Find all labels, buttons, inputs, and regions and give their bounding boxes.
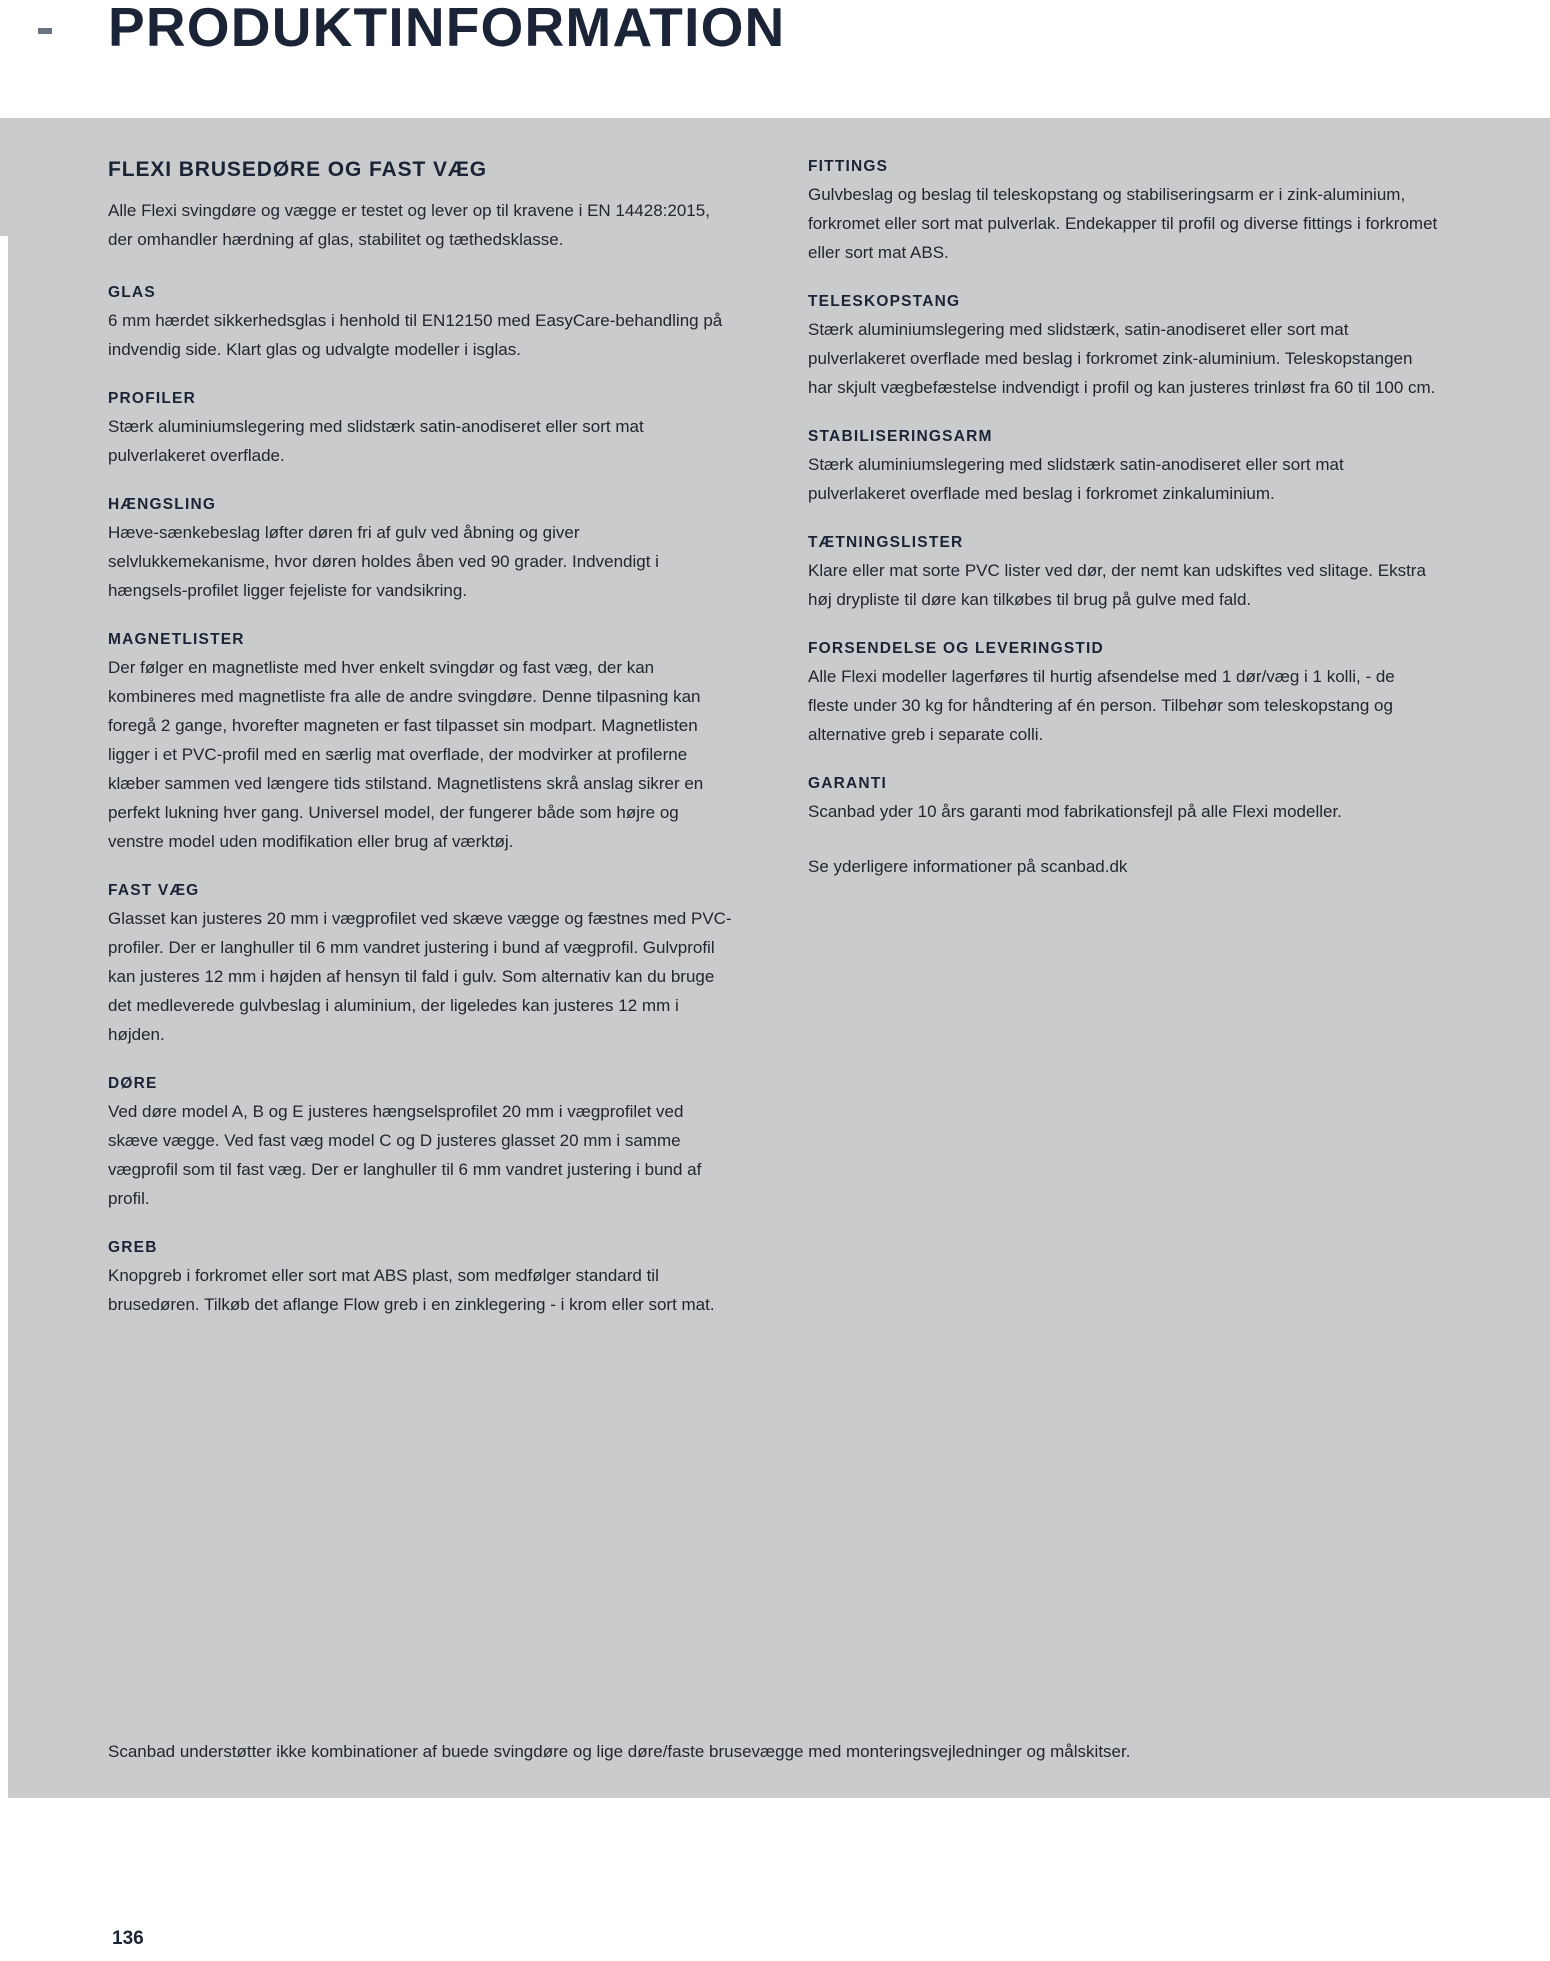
block-body-glas: 6 mm hærdet sikkerhedsglas i henhold til EN12150 med EasyCare-behandling på indvendig side. Klart glas og udvalgte modeller i isglas. [108, 311, 723, 359]
block-title-fittings: FITTINGS [808, 158, 889, 175]
block-title-teleskopstang: TELESKOPSTANG [808, 293, 961, 310]
page-title: PRODUKTINFORMATION [108, 0, 786, 58]
section-title-flexi: FLEXI BRUSEDØRE OG FAST VÆG [108, 158, 488, 181]
block-body-profiler: Stærk aluminiumslegering med slidstærk satin-anodiseret eller sort mat pulverlakeret overflade. [108, 417, 644, 465]
block-title-taetningslister: TÆTNINGSLISTER [808, 534, 964, 551]
red-flag-mark-icon [38, 28, 52, 34]
block-title-garanti: GARANTI [808, 775, 888, 792]
block-title-forsendelse: FORSENDELSE OG LEVERINGSTID [808, 640, 1104, 657]
right-column [808, 158, 1438, 1319]
block-greb [108, 1239, 738, 1319]
block-body-greb: Knopgreb i forkromet eller sort mat ABS plast, som medfølger standard til brusedøren. Tilkøb det aflange Flow greb i en zinklegering - i krom eller sort mat. [108, 1266, 715, 1314]
left-column [108, 158, 738, 1319]
block-title-magnetlister: MAGNETLISTER [108, 631, 245, 648]
block-body-doere: Ved døre model A, B og E justeres hængselsprofilet 20 mm i vægprofilet ved skæve vægge. Ved fast væg model C og D justeres glasset 20 mm i samme vægprofil som til fast væg. Der er langhuller til 6 mm vandret justering i bund af profil. [108, 1102, 702, 1208]
block-magnetlister [108, 631, 738, 856]
block-title-profiler: PROFILER [108, 390, 196, 407]
block-body-fittings: Gulvbeslag og beslag til teleskopstang og stabiliseringsarm er i zink-aluminium, forkromet eller sort mat pulverlak. Endekapper til profil og diverse fittings i forkromet eller sort mat ABS. [808, 185, 1438, 262]
support-note: Scanbad understøtter ikke kombinationer af buede svingdøre og lige døre/faste brusevægge med monteringsvejledninger og målskitser. [108, 1742, 1131, 1761]
content-inner [108, 118, 1448, 1798]
page-edge-strip [0, 236, 8, 1916]
page-footer [0, 1798, 1550, 1961]
block-forsendelse [808, 640, 1438, 749]
block-body-forsendelse: Alle Flexi modeller lagerføres til hurtig afsendelse med 1 dør/væg i 1 kolli, - de fleste under 30 kg for håndtering af én person. Tilbehør som teleskopstang og alternative greb i separate colli. [808, 667, 1395, 744]
block-body-magnetlister: Der følger en magnetliste med hver enkelt svingdør og fast væg, der kan kombineres med magnetliste fra alle de andre svingdøre. Denne tilpasning kan foregå 2 gange, hvorefter magneten er fast tilpasset sin modpart. Magnetlisten ligger i et PVC-profil med en særlig mat overflade, der modvirker at profilerne klæber sammen ved længere tids stilstand. Magnetlistens skrå anslag sikrer en perfekt lukning hver gang. Universel model, der fungerer både som højre og venstre model uden modifikation eller brug af værktøj. [108, 658, 704, 851]
website-footnote-text: Se yderligere informationer på scanbad.dk [808, 857, 1128, 876]
block-body-stabiliseringsarm: Stærk aluminiumslegering med slidstærk satin-anodiseret eller sort mat pulverlakeret overflade med beslag i forkromet zinkaluminium. [808, 455, 1344, 503]
block-title-glas: GLAS [108, 284, 156, 301]
block-website-footnote [808, 852, 1438, 881]
block-body-teleskopstang: Stærk aluminiumslegering med slidstærk, satin-anodiseret eller sort mat pulverlakeret overflade med beslag i forkromet zink-aluminium. Teleskopstangen har skjult vægbefæstelse indvendigt i profil og kan justeres trinløst fra 60 til 100 cm. [808, 320, 1436, 397]
block-title-greb: GREB [108, 1239, 158, 1256]
block-body-fast-vaeg: Glasset kan justeres 20 mm i vægprofilet ved skæve vægge og fæstnes med PVC-profiler. Der er langhuller til 6 mm vandret justering i bund af vægprofil. Gulvprofil kan justeres 12 mm i højden af hensyn til fald i gulv. Som alternativ kan du bruge det medleverede gulvbeslag i aluminium, der ligeledes kan justeres 12 mm i højden. [108, 909, 732, 1044]
block-title-haengsling: HÆNGSLING [108, 496, 217, 513]
block-taetningslister [808, 534, 1438, 614]
block-glas [108, 284, 738, 364]
block-body-taetningslister: Klare eller mat sorte PVC lister ved dør, der nemt kan udskiftes ved slitage. Ekstra høj drypliste til døre kan tilkøbes til brug på gulve med fald. [808, 561, 1426, 609]
page-number: 136 [112, 1928, 144, 1949]
page-header [0, 0, 1550, 118]
block-doere [108, 1075, 738, 1213]
block-fast-vaeg [108, 882, 738, 1049]
block-title-doere: DØRE [108, 1075, 158, 1092]
block-stabiliseringsarm [808, 428, 1438, 508]
two-column-layout [108, 158, 1448, 1319]
block-fittings [808, 158, 1438, 267]
block-body-haengsling: Hæve-sænkebeslag løfter døren fri af gulv ved åbning og giver selvlukkemekanisme, hvor døren holdes åben ved 90 grader. Indvendigt i hængsels-profilet ligger fejeliste for vandsikring. [108, 523, 659, 600]
block-haengsling [108, 496, 738, 605]
block-profiler [108, 390, 738, 470]
block-body-garanti: Scanbad yder 10 års garanti mod fabrikationsfejl på alle Flexi modeller. [808, 802, 1342, 821]
block-garanti [808, 775, 1438, 826]
section-intro-text: Alle Flexi svingdøre og vægge er testet og lever op til kravene i EN 14428:2015, der omhandler hærdning af glas, stabilitet og tæthedsklasse. [108, 201, 710, 249]
block-title-stabiliseringsarm: STABILISERINGSARM [808, 428, 993, 445]
block-title-fast-vaeg: FAST VÆG [108, 882, 200, 899]
content-panel [0, 118, 1550, 1798]
block-teleskopstang [808, 293, 1438, 402]
